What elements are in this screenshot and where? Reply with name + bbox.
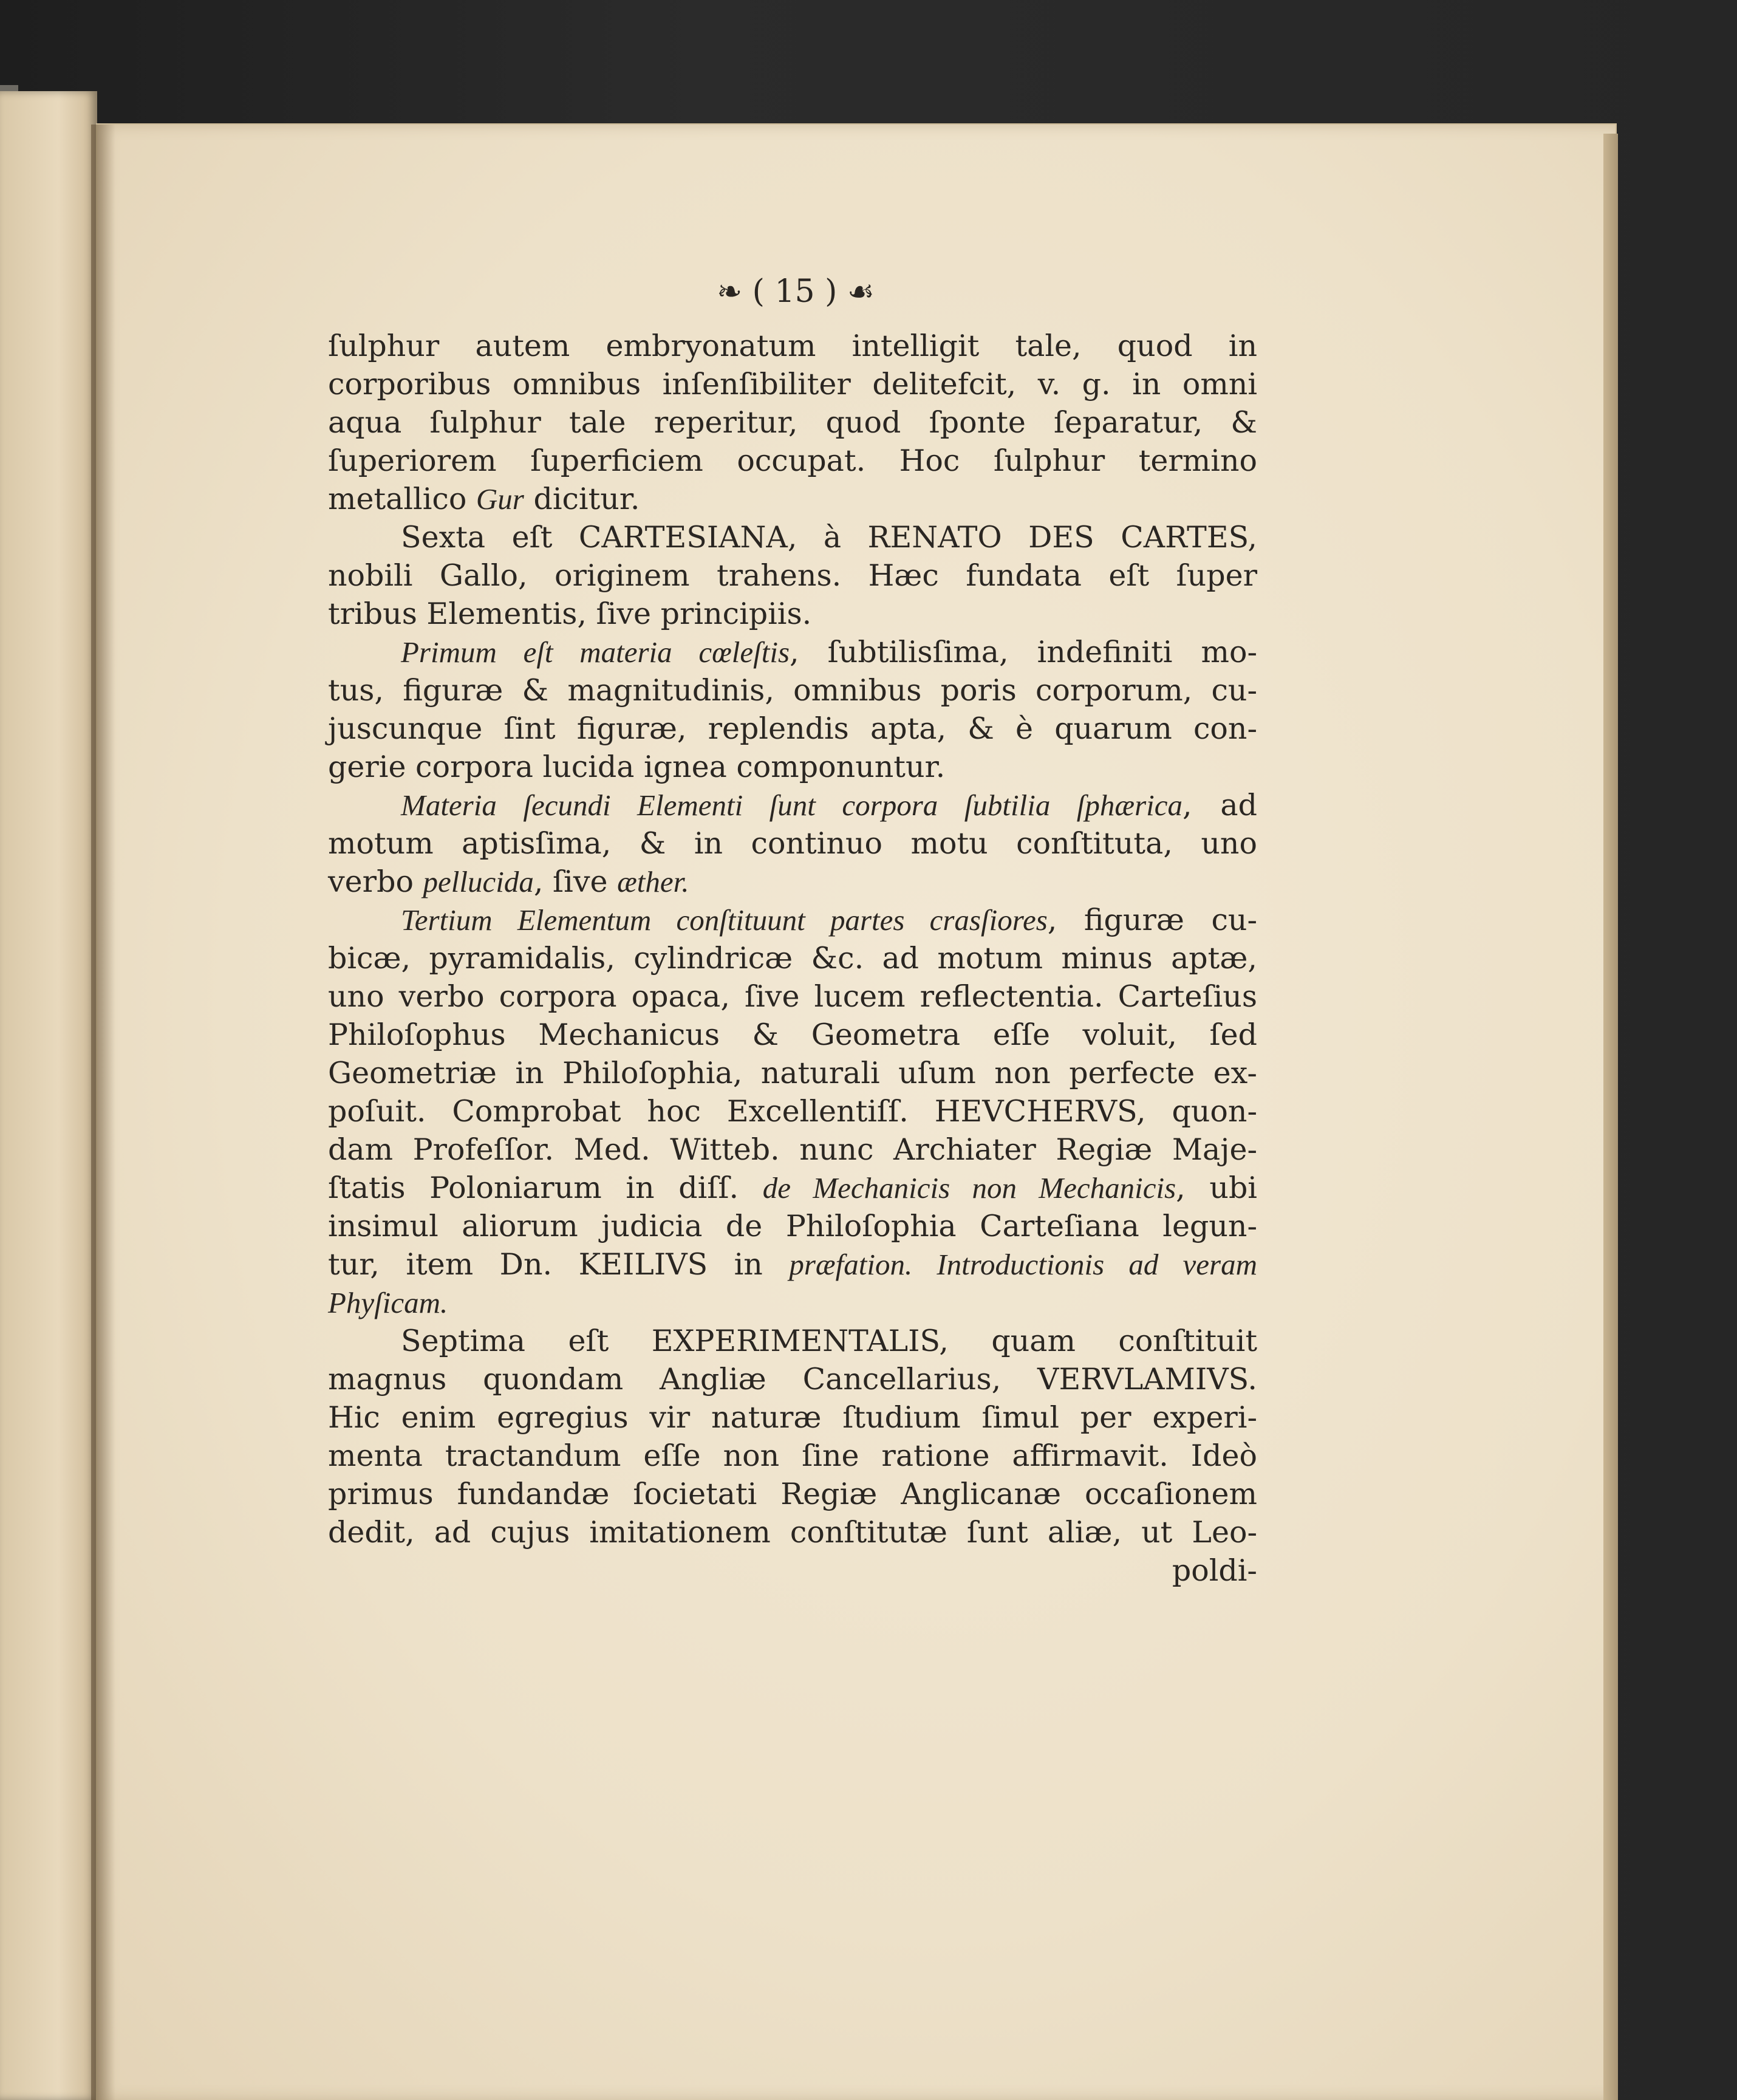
text-span: uno verbo corpora opaca, ſive lucem reflectentia. Carteſius [328,979,1257,1014]
text-span: gerie corpora lucida ignea componuntur. [328,750,946,784]
text-span: ſtatis Poloniarum in diſſ. [328,1171,763,1205]
text-line [328,1513,1257,1551]
text-line [328,901,1257,939]
text-line [328,365,1257,403]
text-line [328,1437,1257,1475]
text-line [328,1245,1257,1284]
text-span: menta tractandum eſſe non ſine ratione affirmavit. Ideò [328,1438,1257,1473]
text-line [328,824,1257,863]
text-line [328,442,1257,480]
text-line [328,1054,1257,1092]
italic-text: de Mechanicis non Mechanicis [762,1171,1176,1205]
text-line [328,1169,1257,1207]
text-line [328,786,1257,824]
text-line [328,1284,1257,1322]
text-span: ſuperiorem ſuperficiem occupat. Hoc ſulphur termino [328,443,1258,478]
text-span: , ſubtilisſima, indefiniti mo- [790,635,1258,669]
text-span: ſulphur autem embryonatum intelligit tale, quod in [328,329,1258,363]
text-span: Sexta eſt CARTESIANA, à RENATO DES CARTES, [401,520,1257,555]
text-span: dicitur. [524,482,640,516]
text-span: , ad [1182,788,1258,823]
gutter-shadow [91,125,115,2100]
body-text [328,327,1257,1590]
text-span: verbo [328,864,423,899]
text-line [328,1360,1257,1398]
text-line [328,327,1257,365]
text-span: nobili Gallo, originem trahens. Hæc fundata eſt ſuper [328,558,1258,593]
italic-text: æther. [617,865,689,898]
left-ornament-icon: ❧ [717,274,743,309]
text-span: , figuræ cu- [1047,903,1258,937]
text-line [328,595,1257,633]
text-span: motum aptisſima, & in continuo motu conſtituta, uno [328,826,1257,861]
text-line [328,710,1257,748]
text-span: tus, figuræ & magnitudinis, omnibus poris corporum, cu- [328,673,1258,708]
text-line [328,939,1257,977]
text-line [328,748,1257,786]
text-span: Geometriæ in Philoſophia, naturali uſum non perfecte ex- [328,1056,1257,1090]
text-line [328,1551,1257,1590]
text-span: dedit, ad cujus imitationem conſtitutæ ſunt aliæ, ut Leo- [328,1515,1257,1550]
right-ornament-icon: ☙ [847,274,875,309]
text-line [328,1207,1257,1245]
text-line [328,556,1257,595]
italic-text: Materia ſecundi Elementi ſunt corpora ſubtilia ſphærica [401,788,1183,822]
text-span: metallico [328,482,476,516]
text-line [328,1398,1257,1437]
text-span: poſuit. Comprobat hoc Excellentiſſ. HEVCHERVS, quon- [328,1094,1257,1129]
text-span: aqua ſulphur tale reperitur, quod ſponte ſeparatur, & [328,405,1257,440]
italic-text: præfation. Introductionis ad veram [789,1248,1257,1281]
text-span: Septima eſt EXPERIMENTALIS, quam conſtituit [401,1324,1258,1358]
text-span: corporibus omnibus inſenſibiliter delitefcit, v. g. in omni [328,367,1258,402]
text-span: insimul aliorum judicia de Philoſophia Carteſiana legun- [328,1209,1258,1243]
text-span: bicæ, pyramidalis, cylindricæ &c. ad motum minus aptæ, [328,941,1257,976]
text-line [328,518,1257,556]
text-line [328,480,1257,518]
text-line [328,633,1257,671]
text-line [328,1322,1257,1360]
text-span: tribus Elementis, ſive principiis. [328,597,812,631]
text-line [328,1475,1257,1513]
italic-text: pellucida [423,865,534,898]
italic-text: Phyſicam. [328,1286,448,1319]
text-span: primus fundandæ ſocietati Regiæ Anglicanæ occaſionem [328,1477,1257,1511]
text-line [328,403,1257,442]
text-line [328,1016,1257,1054]
italic-text: Tertium Elementum conſtituunt partes crasſiores [401,903,1048,937]
italic-text: Primum eſt materia cœleſtis [401,635,790,669]
page-header [674,273,917,310]
text-span: magnus quondam Angliæ Cancellarius, VERVLAMIVS. [328,1362,1257,1397]
text-line [328,863,1257,901]
page-number: ( 15 ) [752,273,838,310]
text-span: juscunque ſint figuræ, replendis apta, & è quarum con- [328,711,1258,746]
text-line [328,977,1257,1016]
text-span: tur, item Dn. KEILIVS in [328,1247,790,1282]
text-line [328,671,1257,710]
text-span: Hic enim egregius vir naturæ ſtudium ſimul per experi- [328,1400,1258,1435]
text-span: Philoſophus Mechanicus & Geometra eſſe voluit, ſed [328,1018,1257,1052]
page-edge [1603,134,1618,2100]
text-line [328,1130,1257,1169]
text-span: dam Profeſſor. Med. Witteb. nunc Archiater Regiæ Maje- [328,1132,1258,1167]
italic-text: Gur [476,482,524,516]
text-span: , ubi [1176,1171,1257,1205]
text-line [328,1092,1257,1130]
text-span: poldi- [1172,1553,1257,1588]
left-facing-page [0,91,97,2100]
text-span: , ſive [533,864,618,899]
